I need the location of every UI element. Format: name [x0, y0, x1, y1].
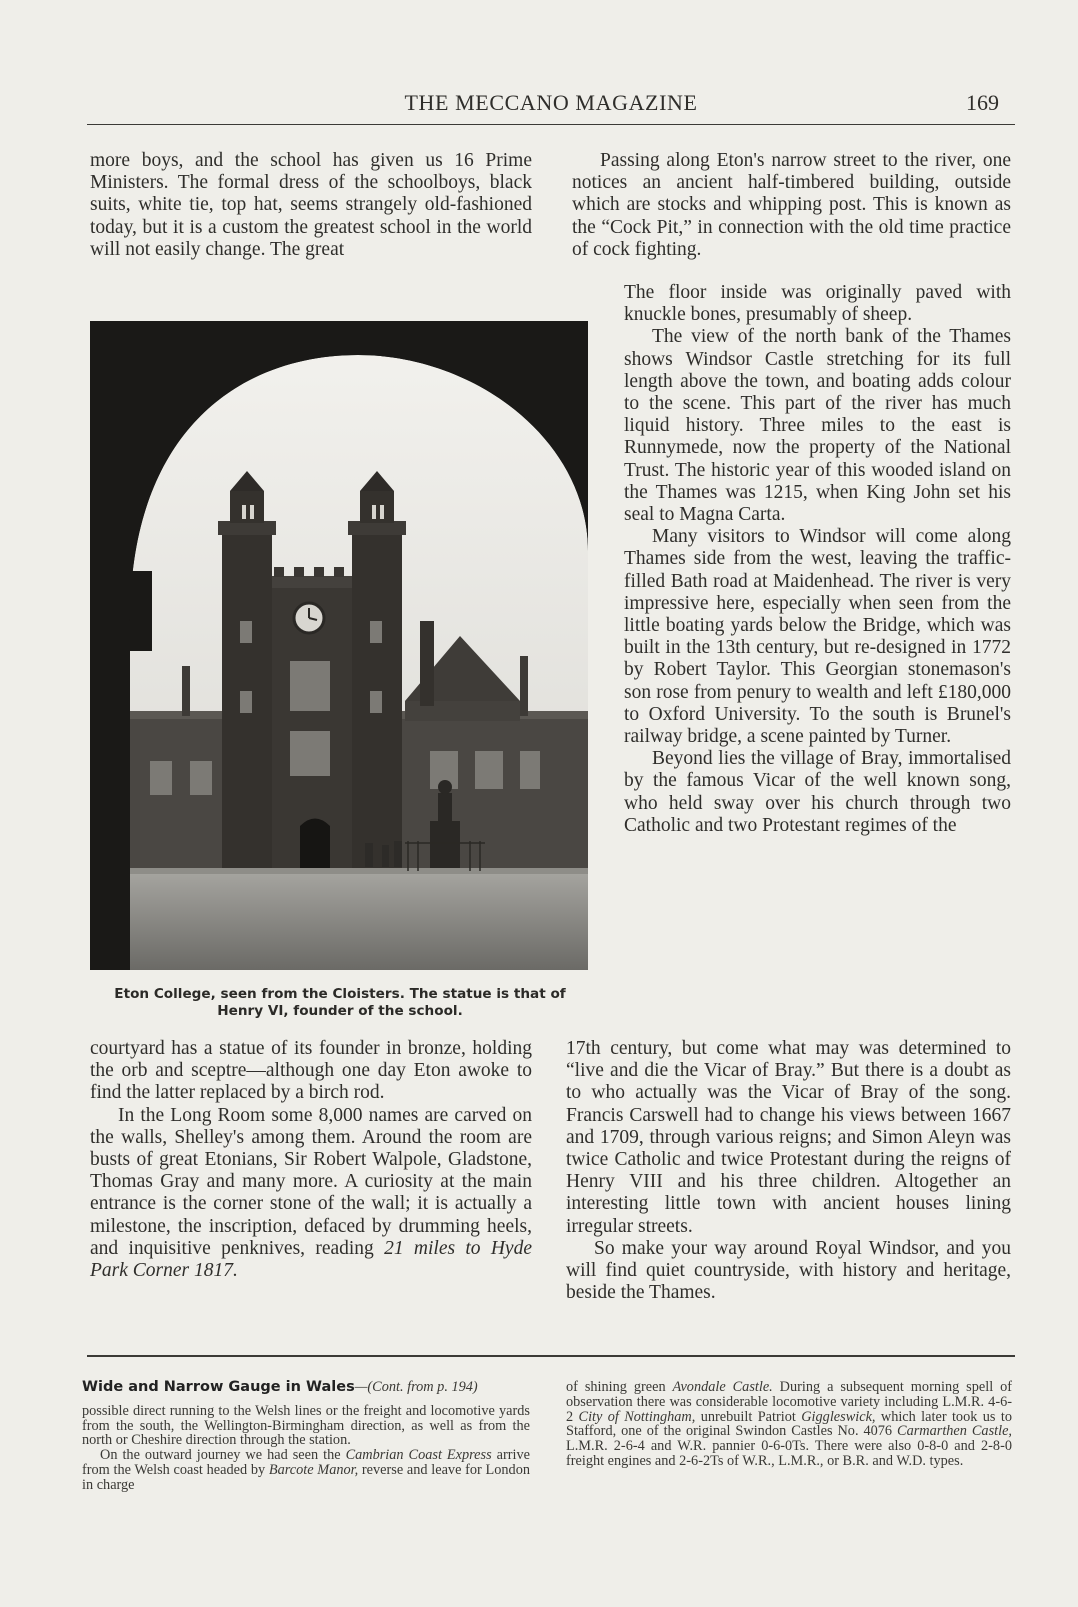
- paragraph: So make your way around Royal Windsor, and you will find quiet countryside, with history and heritage, beside the Thames.: [566, 1237, 1011, 1304]
- locomotive-name: Avondale Castle.: [672, 1379, 773, 1395]
- text-run: L.M.R. 2-6-4 and W.R. pannier 0-6-0Ts. There were also 0-8-0 and 2-8-0 freight engines and 2-6-2Ts of W.R., L.M.R., or B.R. and W.D. types.: [566, 1438, 1012, 1469]
- locomotive-name: Carmarthen Castle,: [897, 1423, 1012, 1440]
- paragraph: [82, 1448, 530, 1492]
- footer-heading-continued: —(Cont. from p. 194): [354, 1379, 478, 1395]
- left-column-bottom: [90, 1038, 532, 1282]
- paragraph: [90, 1105, 532, 1283]
- paragraph: Beyond lies the village of Bray, immortalised by the famous Vicar of the well known song, who held sway over his church through two Catholic and two Protestant regimes of the: [624, 748, 1011, 836]
- page-header: [87, 88, 1015, 125]
- text-run: of shining green: [566, 1379, 673, 1395]
- paragraph: The floor inside was originally paved with knuckle bones, presumably of sheep.: [624, 282, 1011, 326]
- magazine-title: THE MECCANO MAGAZINE: [404, 90, 698, 115]
- footer-divider: [87, 1355, 1015, 1357]
- caption-line: Henry VI, founder of the school.: [217, 1003, 463, 1019]
- text-run: During a subsequent morning spell of observation there was considerable locomotive variety including L.M.R. 4-6-2: [566, 1379, 1012, 1425]
- text-run: reverse and leave for London in charge: [82, 1461, 531, 1493]
- photo-caption: [86, 986, 594, 1020]
- text-run: arrive from the Welsh coast headed by: [82, 1447, 530, 1478]
- footer-left-column: [82, 1380, 530, 1493]
- eton-college-photo: [90, 321, 588, 970]
- footer-heading-title: Wide and Narrow Gauge in Wales: [82, 1379, 355, 1395]
- paragraph: possible direct running to the Welsh lines or the freight and locomotive yards from the south, the Wellington-Birmingham direction, as well as from the north or Cheshire direction through the station.: [82, 1402, 530, 1449]
- eton-college-illustration: [90, 321, 588, 970]
- locomotive-name: Giggleswick,: [801, 1408, 876, 1425]
- page-number: 169: [966, 90, 999, 115]
- right-column-top: [572, 150, 1011, 261]
- locomotive-name: City of Nottingham,: [578, 1408, 696, 1425]
- text-run: which later took us to Stafford, one of the original Swindon Castles No. 4076: [566, 1408, 1012, 1440]
- footer-heading: [82, 1380, 530, 1395]
- footer-right-column: [566, 1380, 1012, 1469]
- text-run: unrebuilt Patriot: [695, 1408, 802, 1425]
- left-column-top: [90, 150, 532, 261]
- paragraph: 17th century, but come what may was determined to “live and die the Vicar of Bray.” But there is a doubt as to who actually was the Vicar of Bray of the song. Francis Carswell had to change his views between 1667 and 1709, through various reigns; and Simon Aleyn was twice Catholic and twice Protestant during the reigns of Henry VIII and his three children. Altogether an interesting little town with ancient houses lining irregular streets.: [566, 1038, 1011, 1237]
- paragraph-text: In the Long Room some 8,000 names are carved on the walls, Shelley's among them. Around the room are busts of great Etonians, Sir Robert Walpole, Gladstone, Thomas Gray and many more. A curiosity at the main entrance is the corner stone of the wall; it is actually a milestone, the inscription, defaced by drumming heels, and inquisitive penknives, reading: [90, 1104, 532, 1259]
- paragraph: [566, 1380, 1012, 1469]
- right-column-middle: [624, 282, 1011, 837]
- paragraph: Passing along Eton's narrow street to the river, one notices an ancient half-timbered building, outside which are stocks and whipping post. This is known as the “Cock Pit,” in connection with the old time practice of cock fighting.: [572, 150, 1011, 260]
- paragraph: Many visitors to Windsor will come along Thames side from the west, leaving the traffic-filled Bath road at Maidenhead. The river is very impressive here, especially when seen from the little boating yards below the Bridge, which was built in the 13th century, but re-designed in 1772 by Robert Taylor. This Georgian stonemason's son rose from penury to wealth and left £180,000 to Oxford University. To the south is Brunel's railway bridge, a scene painted by Turner.: [624, 526, 1011, 748]
- right-column-bottom: [566, 1038, 1011, 1304]
- paragraph: The view of the north bank of the Thames shows Windsor Castle stretching for its full length above the town, and boating adds colour to the scene. This part of the river has much liquid history. Three miles to the east is Runnymede, now the property of the National Trust. The historic year of this wooded island on the Thames was 1215, when King John set his seal to Magna Carta.: [624, 326, 1011, 526]
- paragraph: more boys, and the school has given us 16 Prime Ministers. The formal dress of the schoolboys, black suits, white tie, top hat, seems strangely old-fashioned today, but it is a custom the greatest school in the world will not easily change. The great: [90, 150, 532, 260]
- text-run: On the outward journey we had seen the: [100, 1447, 346, 1464]
- milestone-inscription: 21 miles to Hyde Park Corner 1817.: [90, 1237, 532, 1282]
- paragraph: courtyard has a statue of its founder in bronze, holding the orb and sceptre—although one day Eton awoke to find the latter replaced by a birch rod.: [90, 1038, 532, 1104]
- locomotive-name: Barcote Manor,: [268, 1461, 359, 1478]
- caption-line: Eton College, seen from the Cloisters. The statue is that of: [114, 986, 566, 1002]
- train-name: Cambrian Coast Express: [345, 1447, 492, 1464]
